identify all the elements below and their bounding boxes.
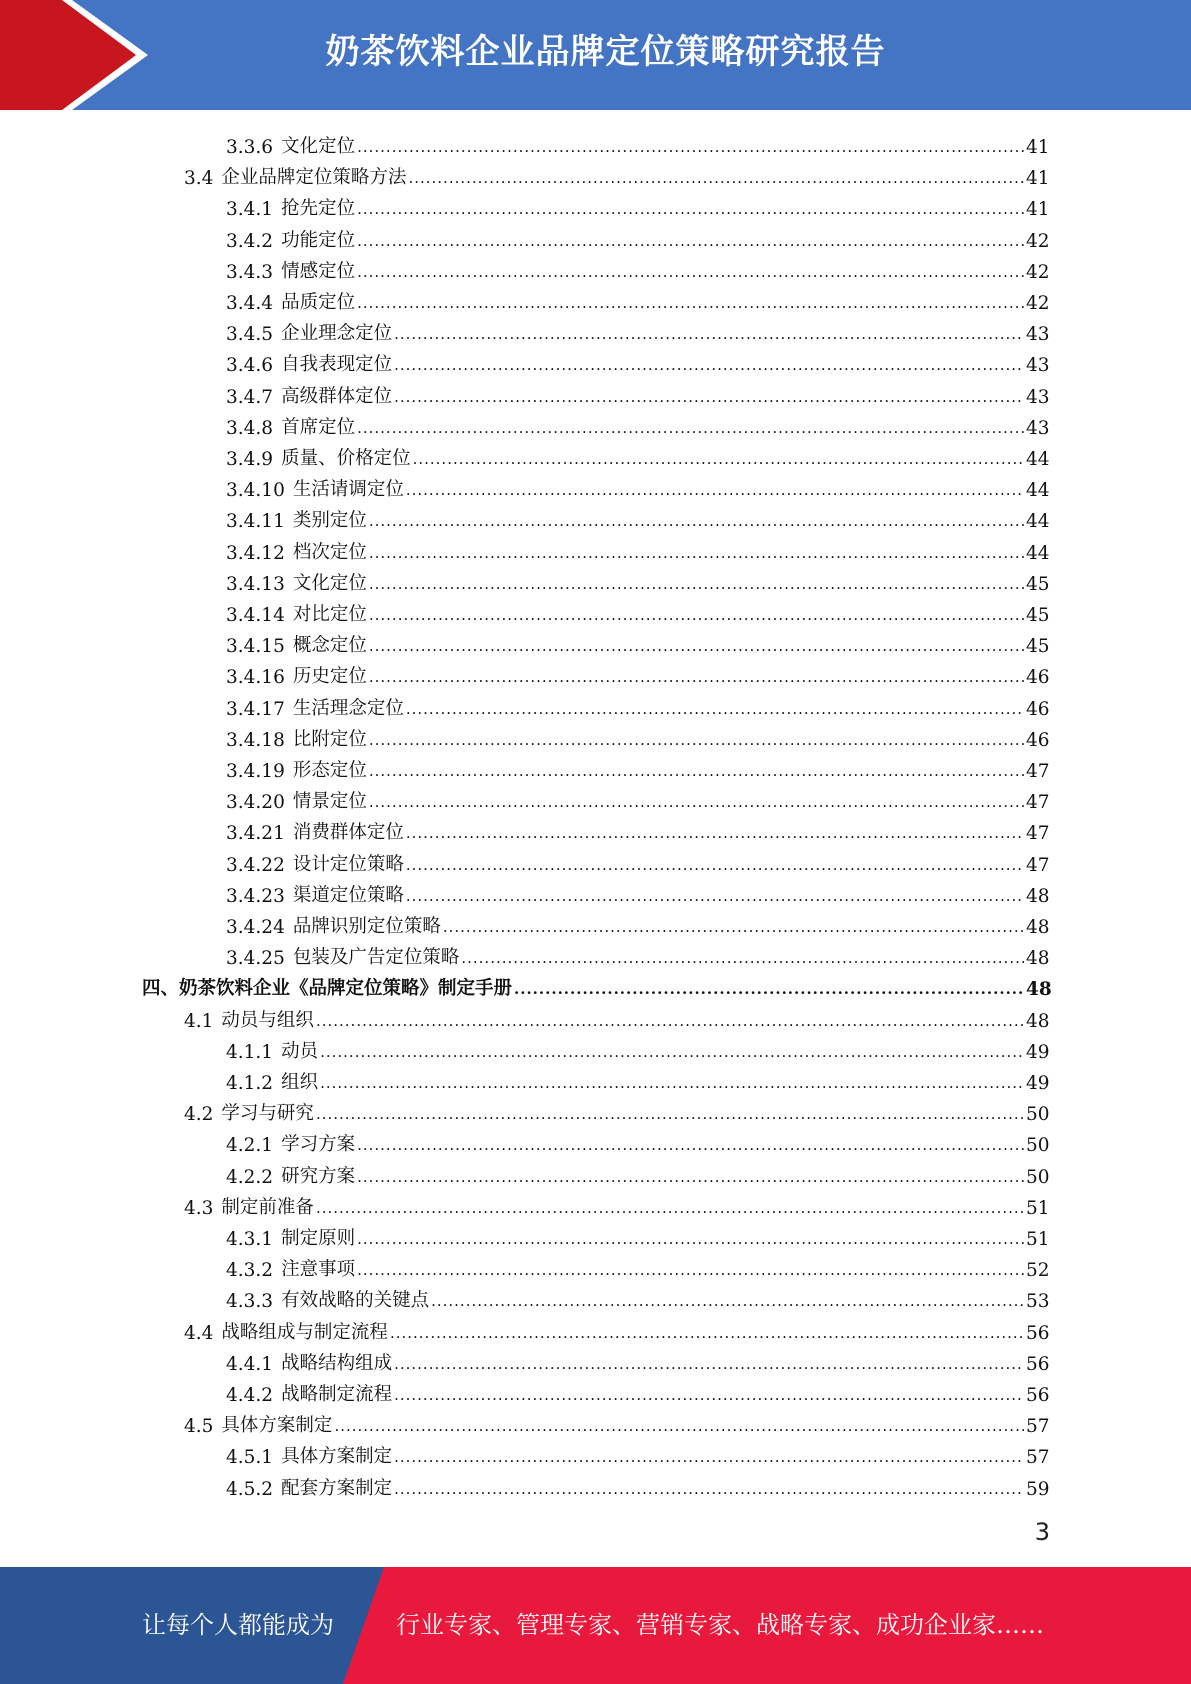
toc-entry-number: 3.4.11: [226, 511, 285, 533]
toc-entry-number: 3.4.3: [226, 261, 274, 283]
toc-entry-title: 动员与组织: [221, 1009, 314, 1031]
toc-entry[interactable]: [226, 440, 1048, 470]
toc-entry-title: 具体方案制定: [221, 1415, 333, 1437]
toc-entry[interactable]: [226, 1064, 1048, 1094]
toc-entry-number: 3.4.19: [226, 761, 285, 782]
toc-entry-number: 4.5.1: [226, 1447, 274, 1469]
toc-entry[interactable]: [226, 814, 1048, 844]
toc-dot-leader: [369, 729, 1024, 751]
toc-entry-number: 3.4.13: [226, 573, 285, 595]
toc-entry-page: 48: [1026, 917, 1050, 938]
toc-entry[interactable]: [226, 877, 1048, 907]
toc-entry-number: 4.5.2: [226, 1478, 274, 1500]
page-header: [0, 0, 1191, 110]
toc-entry-number: 3.4.24: [226, 917, 285, 938]
toc-dot-leader: [514, 978, 1024, 1000]
toc-entry-title: 类别定位: [292, 510, 367, 532]
toc-entry-number: 3.4.16: [226, 667, 285, 689]
toc-entry-number: 4.1: [184, 1010, 214, 1032]
toc-entry-page: 50: [1026, 1104, 1050, 1126]
toc-dot-leader: [406, 479, 1024, 501]
toc-dot-leader: [369, 573, 1024, 595]
toc-dot-leader: [408, 167, 1024, 189]
toc-entry-title: 抢先定位: [281, 198, 356, 220]
toc-dot-leader: [406, 822, 1024, 844]
toc-entry-number: 3.4: [184, 168, 214, 190]
toc-entry[interactable]: [142, 970, 1052, 1001]
toc-entry[interactable]: [226, 1282, 1048, 1312]
toc-entry-number: 4.4.1: [226, 1353, 274, 1375]
toc-entry-page: 48: [1026, 1010, 1050, 1032]
toc-entry[interactable]: [226, 783, 1048, 813]
toc-dot-leader: [357, 261, 1024, 283]
toc-dot-leader: [357, 1228, 1024, 1250]
toc-dot-leader: [394, 323, 1024, 345]
toc-entry-title: 文化定位: [281, 136, 356, 157]
toc-entry-number: 4.4: [184, 1322, 214, 1344]
toc-entry-page: 52: [1026, 1260, 1050, 1282]
toc-entry-number: 3.4.8: [226, 417, 274, 439]
toc-dot-leader: [394, 1384, 1024, 1406]
toc-entry[interactable]: [226, 128, 1048, 158]
toc-entry-page: 47: [1026, 761, 1050, 782]
toc-entry[interactable]: [226, 471, 1048, 501]
toc-dot-leader: [406, 698, 1024, 720]
toc-entry-page: 44: [1026, 480, 1050, 502]
toc-entry-page: 49: [1026, 1041, 1050, 1063]
toc-entry-number: 4.1.2: [226, 1073, 274, 1094]
toc-entry-page: 41: [1026, 168, 1050, 190]
toc-entry-title: 渠道定位策略: [292, 884, 404, 906]
toc-entry-page: 48: [1026, 979, 1052, 1001]
toc-dot-leader: [316, 1103, 1024, 1125]
toc-entry-page: 45: [1026, 605, 1050, 626]
toc-dot-leader: [369, 510, 1024, 532]
toc-entry[interactable]: [226, 222, 1048, 252]
toc-dot-leader: [320, 1041, 1024, 1063]
toc-entry[interactable]: [226, 908, 1048, 938]
toc-entry-number: 3.4.20: [226, 792, 285, 814]
toc-entry-number: 4.3: [184, 1197, 214, 1219]
toc-entry[interactable]: [226, 752, 1048, 782]
toc-entry-number: 3.4.15: [226, 636, 285, 658]
toc-entry-page: 53: [1026, 1291, 1050, 1313]
toc-entry-page: 59: [1026, 1478, 1050, 1500]
toc-entry[interactable]: [226, 1158, 1048, 1188]
toc-entry-title: 情景定位: [292, 791, 367, 813]
toc-entry-title: 情感定位: [281, 260, 356, 282]
toc-entry-title: 动员: [281, 1040, 319, 1062]
report-title: 奶茶饮料企业品牌定位策略研究报告: [325, 32, 886, 72]
toc-entry-number: 4.4.2: [226, 1385, 274, 1406]
toc-dot-leader: [357, 292, 1024, 314]
toc-dot-leader: [443, 916, 1024, 938]
toc-dot-leader: [394, 354, 1024, 376]
toc-dot-leader: [406, 854, 1024, 876]
toc-entry-title: 生活理念定位: [292, 697, 404, 719]
toc-dot-leader: [316, 1010, 1024, 1032]
toc-entry-page: 46: [1026, 698, 1050, 720]
toc-dot-leader: [413, 448, 1024, 470]
toc-entry[interactable]: [226, 1251, 1048, 1281]
toc-dot-leader: [461, 947, 1024, 969]
toc-dot-leader: [369, 635, 1024, 657]
toc-entry-title: 概念定位: [292, 635, 367, 657]
footer-expert-list: 行业专家、管理专家、营销专家、战略专家、成功企业家……: [396, 1611, 1044, 1639]
toc-entry-page: 48: [1026, 948, 1050, 970]
toc-entry-page: 44: [1026, 542, 1050, 564]
toc-dot-leader: [390, 1322, 1024, 1344]
toc-entry-number: 4.1.1: [226, 1041, 274, 1063]
toc-dot-leader: [394, 386, 1024, 408]
toc-entry-title: 具体方案制定: [281, 1446, 393, 1468]
toc-entry-number: 3.4.9: [226, 449, 274, 470]
toc-entry-title: 自我表现定位: [281, 354, 393, 376]
toc-entry-number: 4.3.1: [226, 1229, 274, 1250]
toc-entry-page: 42: [1026, 293, 1050, 314]
toc-entry-page: 57: [1026, 1416, 1050, 1438]
toc-entry-number: 3.4.6: [226, 355, 274, 377]
toc-dot-leader: [357, 1259, 1024, 1281]
toc-entry-number: 3.4.23: [226, 885, 285, 907]
toc-entry-title: 配套方案制定: [281, 1477, 393, 1499]
toc-entry-number: 3.4.22: [226, 854, 285, 876]
toc-dot-leader: [394, 1446, 1024, 1468]
toc-entry-page: 42: [1026, 261, 1050, 283]
toc-entry-page: 41: [1026, 199, 1050, 221]
toc-entry-page: 57: [1026, 1447, 1050, 1469]
toc-entry-page: 56: [1026, 1322, 1050, 1344]
toc-entry-number: 3.4.18: [226, 729, 285, 751]
toc-entry-page: 51: [1026, 1229, 1050, 1250]
toc-entry-number: 3.4.14: [226, 605, 285, 626]
toc-dot-leader: [394, 1353, 1024, 1375]
toc-entry-number: 3.4.12: [226, 542, 285, 564]
toc-entry[interactable]: [226, 378, 1048, 408]
toc-entry-title: 品牌识别定位策略: [292, 916, 441, 937]
toc-entry-page: 56: [1026, 1385, 1050, 1406]
toc-entry-title: 历史定位: [292, 666, 367, 688]
toc-entry[interactable]: [226, 596, 1048, 626]
toc-entry[interactable]: [226, 1033, 1048, 1063]
toc-entry-title: 消费群体定位: [292, 822, 404, 844]
toc-entry-title: 品质定位: [281, 292, 356, 313]
toc-entry-title: 质量、价格定位: [281, 448, 411, 469]
toc-entry-page: 47: [1026, 823, 1050, 845]
toc-dot-leader: [357, 198, 1024, 220]
page-number: 3: [1034, 1518, 1050, 1546]
toc-entry-number: 4.2: [184, 1104, 214, 1126]
toc-dot-leader: [369, 666, 1024, 688]
toc-entry-title: 有效战略的关键点: [281, 1290, 430, 1312]
toc-entry[interactable]: [184, 1189, 1048, 1219]
toc-dot-leader: [320, 1072, 1024, 1094]
toc-dot-leader: [357, 1166, 1024, 1188]
toc-dot-leader: [334, 1415, 1024, 1437]
toc-entry[interactable]: [226, 1438, 1048, 1468]
toc-entry[interactable]: [226, 1345, 1048, 1375]
toc-entry-number: 4.3.2: [226, 1260, 274, 1282]
toc-entry[interactable]: [226, 253, 1048, 283]
toc-entry-title: 制定前准备: [221, 1196, 314, 1218]
toc-entry-title: 注意事项: [281, 1259, 356, 1281]
toc-entry-title: 学习方案: [281, 1134, 356, 1156]
toc-entry-page: 43: [1026, 355, 1050, 377]
toc-entry[interactable]: [184, 159, 1048, 189]
toc-entry[interactable]: [226, 846, 1048, 876]
toc-dot-leader: [316, 1197, 1024, 1219]
toc-entry[interactable]: [226, 284, 1048, 314]
toc-entry[interactable]: [184, 1002, 1048, 1032]
toc-entry-title: 战略组成与制定流程: [221, 1321, 388, 1343]
toc-entry[interactable]: [226, 190, 1048, 220]
toc-entry-title: 制定原则: [281, 1228, 356, 1249]
toc-entry[interactable]: [226, 1220, 1048, 1250]
toc-entry[interactable]: [226, 409, 1048, 439]
toc-entry[interactable]: [226, 721, 1048, 751]
footer-slogan: 让每个人都能成为: [142, 1611, 334, 1639]
toc-entry-title: 组织: [281, 1072, 319, 1093]
toc-entry-title: 文化定位: [292, 572, 367, 594]
toc-dot-leader: [369, 542, 1024, 564]
toc-entry[interactable]: [226, 627, 1048, 657]
toc-entry-number: 3.4.10: [226, 480, 285, 502]
toc-entry[interactable]: [184, 1407, 1048, 1437]
toc-entry-number: 3.4.1: [226, 199, 274, 221]
toc-dot-leader: [357, 1134, 1024, 1156]
toc-entry-page: 45: [1026, 636, 1050, 658]
toc-entry-title: 研究方案: [281, 1165, 356, 1187]
toc-entry-number: 4.5: [184, 1416, 214, 1438]
toc-dot-leader: [406, 885, 1024, 907]
toc-entry-title: 四、奶茶饮料企业《品牌定位策略》制定手册: [142, 978, 513, 1000]
toc-entry-title: 包装及广告定位策略: [292, 947, 460, 969]
toc-entry-number: 3.4.5: [226, 324, 274, 346]
toc-dot-leader: [394, 1478, 1024, 1500]
toc-entry-page: 47: [1026, 854, 1050, 876]
toc-entry-title: 功能定位: [281, 229, 356, 251]
toc-entry-title: 生活请调定位: [292, 479, 404, 501]
toc-dot-leader: [369, 760, 1024, 782]
toc-entry-page: 48: [1026, 885, 1050, 907]
toc-entry[interactable]: [226, 315, 1048, 345]
toc-entry[interactable]: [226, 1126, 1048, 1156]
toc-entry-number: 3.3.6: [226, 137, 274, 158]
toc-entry-number: 3.4.21: [226, 823, 285, 845]
toc-entry-number: 3.4.7: [226, 386, 274, 408]
toc-entry-page: 44: [1026, 511, 1050, 533]
toc-entry-title: 企业理念定位: [281, 323, 393, 345]
toc-entry[interactable]: [226, 658, 1048, 688]
toc-entry-page: 45: [1026, 573, 1050, 595]
toc-entry-title: 首席定位: [281, 416, 356, 438]
toc-entry-title: 学习与研究: [221, 1103, 314, 1125]
toc-entry-title: 形态定位: [292, 760, 367, 781]
toc-entry[interactable]: [226, 502, 1048, 532]
toc-entry-number: 3.4.2: [226, 230, 274, 252]
toc-dot-leader: [431, 1290, 1024, 1312]
toc-dot-leader: [369, 604, 1024, 626]
toc-entry[interactable]: [226, 534, 1048, 564]
toc-entry-title: 企业品牌定位策略方法: [221, 167, 407, 189]
toc-entry-page: 49: [1026, 1073, 1050, 1094]
toc-entry-page: 43: [1026, 417, 1050, 439]
page-footer: [0, 1567, 1191, 1684]
toc-entry-page: 44: [1026, 449, 1050, 470]
toc-dot-leader: [357, 136, 1024, 158]
toc-entry[interactable]: [226, 565, 1048, 595]
toc-entry-number: 3.4.17: [226, 698, 285, 720]
toc-entry-page: 50: [1026, 1135, 1050, 1157]
toc-entry-title: 设计定位策略: [292, 853, 404, 875]
toc-entry-page: 50: [1026, 1166, 1050, 1188]
toc-entry[interactable]: [226, 1376, 1048, 1406]
toc-entry-title: 战略结构组成: [281, 1352, 393, 1374]
toc-dot-leader: [369, 791, 1024, 813]
toc-entry[interactable]: [226, 1470, 1048, 1500]
toc-entry-page: 46: [1026, 667, 1050, 689]
toc-entry-number: 4.3.3: [226, 1291, 274, 1313]
toc-entry[interactable]: [184, 1314, 1048, 1344]
toc-entry-page: 43: [1026, 386, 1050, 408]
toc-entry-page: 51: [1026, 1197, 1050, 1219]
toc-entry[interactable]: [226, 939, 1048, 969]
toc-entry[interactable]: [184, 1095, 1048, 1125]
toc-entry-title: 档次定位: [292, 541, 367, 563]
toc-entry-page: 43: [1026, 324, 1050, 346]
toc-entry-page: 41: [1026, 137, 1050, 158]
toc-entry-number: 4.2.2: [226, 1166, 274, 1188]
toc-entry-page: 42: [1026, 230, 1050, 252]
toc-entry[interactable]: [226, 690, 1048, 720]
toc-entry-number: 4.2.1: [226, 1135, 274, 1157]
toc-entry[interactable]: [226, 346, 1048, 376]
toc-entry-page: 46: [1026, 729, 1050, 751]
toc-entry-page: 47: [1026, 792, 1050, 814]
toc-entry-number: 3.4.25: [226, 948, 285, 970]
toc-dot-leader: [357, 230, 1024, 252]
toc-entry-title: 高级群体定位: [281, 385, 393, 407]
toc-entry-title: 战略制定流程: [281, 1384, 393, 1405]
toc-entry-page: 56: [1026, 1353, 1050, 1375]
toc-entry-number: 3.4.4: [226, 293, 274, 314]
toc-entry-title: 对比定位: [292, 604, 367, 625]
toc-entry-title: 比附定位: [292, 728, 367, 750]
toc-dot-leader: [357, 417, 1024, 439]
